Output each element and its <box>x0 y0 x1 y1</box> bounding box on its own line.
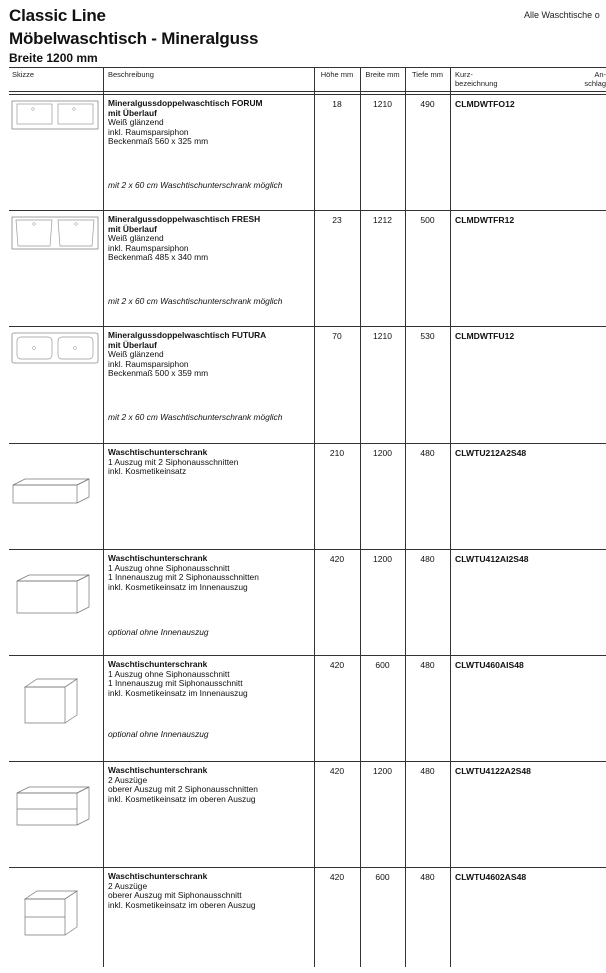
col-header-tiefe: Tiefe mm <box>412 70 443 79</box>
row-divider <box>9 761 606 762</box>
cell-tiefe: 500 <box>420 215 435 225</box>
product-detail: 1 Auszug ohne Siphonausschnitt <box>108 668 230 679</box>
col-header-kurz <box>455 70 498 88</box>
row-divider <box>9 867 606 868</box>
product-note: mit 2 x 60 cm Waschtischunterschrank möglich <box>108 412 283 422</box>
cell-breite: 1212 <box>373 215 392 225</box>
cabinet-sketch-icon <box>11 783 91 832</box>
cell-code: CLWTU4602AS48 <box>455 872 527 882</box>
header-note: Alle Waschtische o <box>524 10 600 20</box>
product-detail: Weiß glänzend <box>108 233 164 244</box>
product-detail: inkl. Kosmetikeinsatz im oberen Auszug <box>108 899 256 910</box>
cell-breite: 1200 <box>373 448 392 458</box>
table-row <box>9 655 606 761</box>
product-detail: oberer Auszug mit Siphonausschnitt <box>108 890 242 901</box>
product-name: Waschtischunterschrank <box>108 871 208 881</box>
col-header-an-2: schlag <box>584 79 606 88</box>
product-detail: inkl. Kosmetikeinsatz <box>108 466 187 477</box>
table-top-border <box>9 67 606 68</box>
cell-breite: 1200 <box>373 554 392 564</box>
product-detail: 1 Innenauszug mit 2 Siphonausschnitten <box>108 572 259 583</box>
product-detail: Weiß glänzend <box>108 349 164 360</box>
product-name: Mineralgussdoppelwaschtisch FUTURA <box>108 330 267 340</box>
product-note: optional ohne Innenauszug <box>108 627 209 637</box>
row-description <box>108 99 308 209</box>
cell-hoehe: 23 <box>332 215 342 225</box>
product-detail: inkl. Kosmetikeinsatz im Innenauszug <box>108 687 248 698</box>
row-divider <box>9 655 606 656</box>
product-name: Waschtischunterschrank <box>108 765 208 775</box>
basin-sketch-icon <box>11 100 99 135</box>
product-detail: Weiß glänzend <box>108 117 164 128</box>
basin-sketch-icon <box>11 216 99 255</box>
product-detail: Beckenmaß 500 x 359 mm <box>108 368 209 379</box>
product-detail: inkl. Raumsparsiphon <box>108 126 189 137</box>
width-heading: Breite 1200 mm <box>9 51 98 65</box>
basin-sketch-icon <box>11 332 99 369</box>
cabinet-sketch-icon <box>11 473 91 512</box>
cell-breite: 1210 <box>373 331 392 341</box>
cell-hoehe: 420 <box>329 554 345 564</box>
product-note: mit 2 x 60 cm Waschtischunterschrank möglich <box>108 180 283 190</box>
cell-hoehe: 420 <box>329 766 345 776</box>
table-header-border <box>9 91 606 92</box>
product-note: mit 2 x 60 cm Waschtischunterschrank möglich <box>108 296 283 306</box>
product-detail: 1 Innenauszug mit Siphonausschnitt <box>108 678 243 689</box>
table-row <box>9 867 606 973</box>
row-divider <box>9 443 606 444</box>
cell-hoehe: 420 <box>329 872 345 882</box>
product-name: Waschtischunterschrank <box>108 553 208 563</box>
row-description <box>108 448 308 548</box>
col-header-an-1: An- <box>594 70 606 79</box>
cell-tiefe: 480 <box>420 554 435 564</box>
row-description <box>108 660 308 760</box>
col-header-beschreibung: Beschreibung <box>108 70 154 79</box>
row-description <box>108 872 308 972</box>
cell-code: CLMDWTFR12 <box>455 215 515 225</box>
product-detail: oberer Auszug mit 2 Siphonausschnitten <box>108 784 258 795</box>
product-detail: 1 Auszug ohne Siphonausschnitt <box>108 562 230 573</box>
cell-tiefe: 480 <box>420 448 435 458</box>
col-header-breite: Breite mm <box>365 70 400 79</box>
product-detail: inkl. Kosmetikeinsatz im oberen Auszug <box>108 793 256 804</box>
row-divider <box>9 326 606 327</box>
product-detail: inkl. Kosmetikeinsatz im Innenauszug <box>108 581 248 592</box>
row-description <box>108 215 308 325</box>
cell-code: CLWTU4122A2S48 <box>455 766 531 776</box>
cell-hoehe: 70 <box>332 331 342 341</box>
col-header-hoehe: Höhe mm <box>320 70 354 79</box>
cell-hoehe: 420 <box>329 660 345 670</box>
product-name-suffix: mit Überlauf <box>108 223 157 234</box>
cell-breite: 600 <box>375 872 390 882</box>
row-description <box>108 554 308 654</box>
cell-code: CLWTU412AI2S48 <box>455 554 529 564</box>
row-description <box>108 766 308 866</box>
product-detail: Beckenmaß 560 x 325 mm <box>108 136 209 147</box>
product-name-suffix: mit Überlauf <box>108 339 157 350</box>
cell-breite: 1200 <box>373 766 392 776</box>
product-detail: 1 Auszug mit 2 Siphonausschnitten <box>108 456 239 467</box>
page-subtitle: Möbelwaschtisch - Mineralguss <box>9 29 259 48</box>
table-row <box>9 761 606 867</box>
product-name: Mineralgussdoppelwaschtisch FRESH <box>108 214 261 224</box>
cabinet-sketch-icon <box>11 675 91 730</box>
cell-tiefe: 480 <box>420 766 435 776</box>
table-row <box>9 94 606 210</box>
cell-code: CLWTU212A2S48 <box>455 448 527 458</box>
cell-hoehe: 18 <box>332 99 342 109</box>
cabinet-sketch-icon <box>11 571 91 620</box>
product-detail: 2 Auszüge <box>108 880 148 891</box>
cell-tiefe: 480 <box>420 660 435 670</box>
cell-breite: 1210 <box>373 99 392 109</box>
product-note: optional ohne Innenauszug <box>108 729 209 739</box>
product-detail: 2 Auszüge <box>108 774 148 785</box>
cell-tiefe: 530 <box>420 331 435 341</box>
cell-code: CLWTU460AIS48 <box>455 660 524 670</box>
product-name: Mineralgussdoppelwaschtisch FORUM <box>108 98 263 108</box>
cell-hoehe: 210 <box>329 448 345 458</box>
page-title: Classic Line <box>9 6 106 25</box>
cell-tiefe: 490 <box>420 99 435 109</box>
table-row <box>9 443 606 549</box>
cell-code: CLMDWTFU12 <box>455 331 515 341</box>
col-header-kurz-2: bezeichnung <box>455 79 498 88</box>
row-divider <box>9 549 606 550</box>
cabinet-sketch-icon <box>11 887 91 942</box>
product-detail: Beckenmaß 485 x 340 mm <box>108 252 209 263</box>
col-header-kurz-1: Kurz- <box>455 70 473 79</box>
cell-code: CLMDWTFO12 <box>455 99 515 109</box>
cell-breite: 600 <box>375 660 390 670</box>
row-description <box>108 331 308 442</box>
product-name-suffix: mit Überlauf <box>108 107 157 118</box>
col-header-skizze: Skizze <box>12 70 35 79</box>
col-header-anschlag <box>569 70 606 88</box>
cell-tiefe: 480 <box>420 872 435 882</box>
row-divider <box>9 210 606 211</box>
table-row <box>9 326 606 443</box>
product-detail: inkl. Raumsparsiphon <box>108 358 189 369</box>
table-row <box>9 210 606 326</box>
product-name: Waschtischunterschrank <box>108 659 208 669</box>
product-name: Waschtischunterschrank <box>108 447 208 457</box>
product-table <box>9 67 606 967</box>
row-divider <box>9 94 606 95</box>
table-row <box>9 549 606 655</box>
product-detail: inkl. Raumsparsiphon <box>108 242 189 253</box>
